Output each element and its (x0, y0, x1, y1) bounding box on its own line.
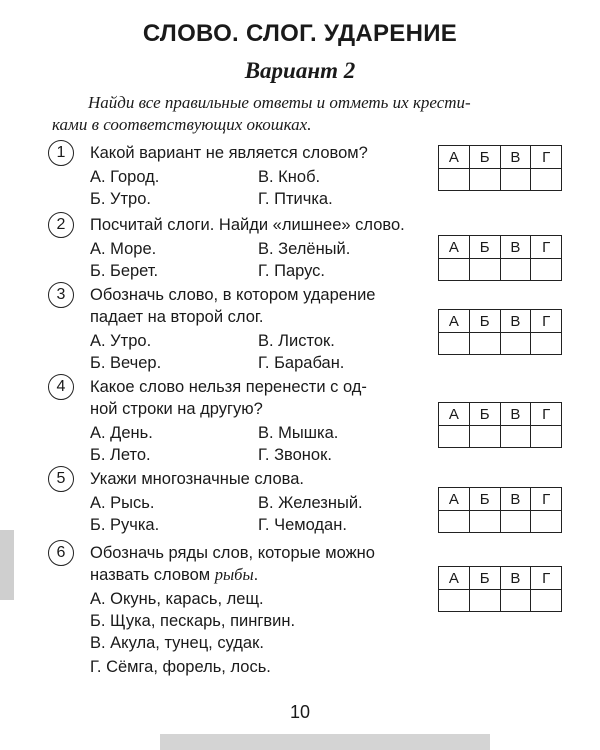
option-b: Б. Берет. (90, 262, 159, 280)
question-text-line: Обозначь слово, в котором ударение (90, 286, 376, 304)
grid-letter-b: Б (470, 236, 501, 258)
option-b: Б. Утро. (90, 190, 151, 208)
option-g: Г. Звонок. (258, 446, 332, 464)
answer-cell-b[interactable] (470, 511, 501, 533)
answer-cell-a[interactable] (439, 259, 470, 281)
answer-cell-b[interactable] (470, 333, 501, 355)
answer-grid-4 (438, 402, 562, 448)
page-title: СЛОВО. СЛОГ. УДАРЕНИЕ (142, 20, 458, 47)
question-text-line: Укажи многозначные слова. (90, 470, 305, 488)
answer-grid-1 (438, 145, 562, 191)
grid-letter-g: Г (542, 569, 551, 587)
answer-cell-a[interactable] (439, 511, 470, 533)
option-v: В. Кноб. (258, 168, 321, 186)
answer-cell-v[interactable] (501, 259, 532, 281)
answer-cell-a[interactable] (439, 169, 470, 191)
grid-letter-g: Г (542, 405, 551, 423)
answer-cell-g[interactable] (531, 169, 561, 191)
answer-grid-6 (438, 566, 562, 612)
page-edge-shadow (0, 530, 14, 600)
option-g: Г. Парус. (258, 262, 326, 280)
option-a: А. Рысь. (90, 494, 155, 512)
answer-grid-5 (438, 487, 562, 533)
answer-cell-a[interactable] (439, 333, 470, 355)
grid-letter-a: А (439, 146, 470, 168)
question-number: 1 (48, 140, 74, 166)
answer-cell-v[interactable] (501, 590, 532, 612)
answer-cell-g[interactable] (531, 426, 561, 448)
grid-letter-g: Г (542, 148, 551, 166)
answer-cell-v[interactable] (501, 333, 532, 355)
grid-letter-a: А (439, 236, 470, 258)
grid-letter-b: Б (470, 567, 501, 589)
question-text-line: ной строки на другую? (90, 400, 263, 418)
option-g: Г. Сёмга, форель, лось. (90, 658, 271, 676)
page-left-edge (0, 0, 12, 590)
option-b: Б. Лето. (90, 446, 151, 464)
grid-header-row (439, 146, 561, 168)
grid-answer-row (439, 510, 561, 533)
option-b: Б. Ручка. (90, 516, 160, 534)
grid-letter-b: Б (470, 146, 501, 168)
question-text (90, 468, 430, 490)
grid-header-row (439, 488, 561, 510)
answer-cell-b[interactable] (470, 259, 501, 281)
option-v: В. Мышка. (258, 424, 339, 442)
grid-answer-row (439, 258, 561, 281)
instruction-line-2: ками в соответствующих окошках. (52, 115, 312, 134)
option-a: А. Город. (90, 168, 160, 186)
grid-letter-v: В (501, 403, 532, 425)
grid-letter-a: А (439, 403, 470, 425)
question-number: 5 (48, 466, 74, 492)
grid-answer-row (439, 425, 561, 448)
question-text (90, 284, 430, 328)
page-number: 10 (289, 702, 311, 722)
option-a: А. Окунь, карась, лещ. (90, 590, 264, 608)
variant-heading: Вариант 2 (244, 58, 356, 83)
answer-cell-a[interactable] (439, 426, 470, 448)
grid-letter-a: А (439, 488, 470, 510)
question-text (90, 214, 430, 236)
question-text-line: Какой вариант не является словом? (90, 144, 368, 162)
grid-letter-g: Г (542, 312, 551, 330)
question-number: 6 (48, 540, 74, 566)
question-number: 3 (48, 282, 74, 308)
question-number: 2 (48, 212, 74, 238)
answer-cell-g[interactable] (531, 590, 561, 612)
question-number: 4 (48, 374, 74, 400)
instruction (52, 92, 572, 136)
answer-cell-g[interactable] (531, 511, 561, 533)
page-bottom-shadow (160, 734, 490, 750)
answer-cell-v[interactable] (501, 169, 532, 191)
question-text (90, 542, 430, 586)
option-g: Г. Чемодан. (258, 516, 347, 534)
option-a: А. Море. (90, 240, 157, 258)
question-text (90, 142, 430, 164)
question-text-part: . (253, 566, 259, 584)
question-text-part: назвать словом (90, 566, 215, 584)
answer-cell-a[interactable] (439, 590, 470, 612)
option-b: Б. Щука, пескарь, пингвин. (90, 612, 296, 630)
grid-letter-b: Б (470, 310, 501, 332)
option-v: В. Зелёный. (258, 240, 351, 258)
grid-answer-row (439, 589, 561, 612)
question-text-line (90, 564, 430, 586)
answer-grid-2 (438, 235, 562, 281)
grid-letter-v: В (501, 488, 532, 510)
answer-cell-v[interactable] (501, 426, 532, 448)
grid-letter-v: В (501, 146, 532, 168)
answer-cell-g[interactable] (531, 259, 561, 281)
grid-letter-g: Г (542, 238, 551, 256)
grid-answer-row (439, 332, 561, 355)
grid-answer-row (439, 168, 561, 191)
grid-header-row (439, 236, 561, 258)
option-v: В. Акула, тунец, судак. (90, 634, 264, 652)
grid-letter-a: А (439, 567, 470, 589)
grid-letter-a: А (439, 310, 470, 332)
option-a: А. День. (90, 424, 153, 442)
answer-cell-b[interactable] (470, 169, 501, 191)
grid-letter-b: Б (470, 403, 501, 425)
answer-cell-b[interactable] (470, 426, 501, 448)
grid-letter-g: Г (542, 490, 551, 508)
question-text-line: Обозначь ряды слов, которые можно (90, 544, 375, 562)
answer-grid-3 (438, 309, 562, 355)
option-g: Г. Птичка. (258, 190, 333, 208)
grid-letter-v: В (501, 310, 532, 332)
grid-letter-b: Б (470, 488, 501, 510)
grid-header-row (439, 567, 561, 589)
answer-cell-v[interactable] (501, 511, 532, 533)
answer-cell-b[interactable] (470, 590, 501, 612)
option-v: В. Железный. (258, 494, 363, 512)
grid-header-row (439, 403, 561, 425)
question-text-line: падает на второй слог. (90, 308, 264, 326)
question-text-line: Какое слово нельзя перенести с од- (90, 378, 367, 396)
grid-header-row (439, 310, 561, 332)
option-b: Б. Вечер. (90, 354, 162, 372)
instruction-line-1: Найди все правильные ответы и отметь их крести- (88, 93, 471, 112)
option-v: В. Листок. (258, 332, 335, 350)
option-g: Г. Барабан. (258, 354, 345, 372)
answer-cell-g[interactable] (531, 333, 561, 355)
question-text-line: Посчитай слоги. Найди «лишнее» слово. (90, 216, 405, 234)
question-text-italic-word: рыбы (214, 565, 254, 584)
grid-letter-v: В (501, 236, 532, 258)
question-text (90, 376, 430, 420)
option-a: А. Утро. (90, 332, 152, 350)
grid-letter-v: В (501, 567, 532, 589)
